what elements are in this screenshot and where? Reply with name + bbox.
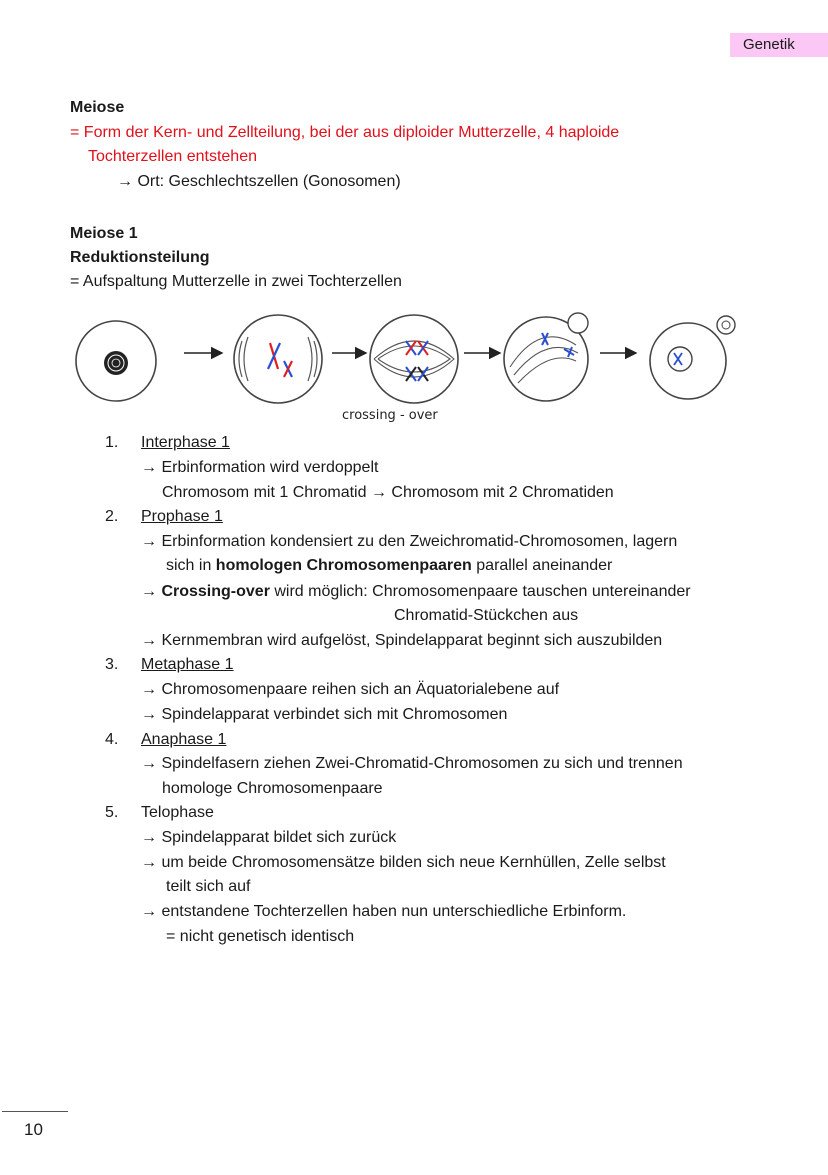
phase2-line2-post: parallel aneinander (471, 557, 613, 574)
prophase-cell (234, 315, 322, 403)
phase1-line2: Chromosom mit 1 Chromatid → Chromosom mit 2 Chromatiden (162, 484, 614, 501)
phase4-number: 4. (105, 731, 119, 748)
section-tag: Genetik (730, 33, 828, 57)
interphase-cell (76, 321, 156, 401)
phase3-number: 3. (105, 656, 119, 673)
metaphase-cell (370, 315, 458, 403)
anaphase-cell (504, 313, 588, 401)
phase4-name: Anaphase 1 (141, 731, 227, 748)
meiose-definition-line1: = Form der Kern- und Zellteilung, bei der aus diploider Mutterzelle, 4 haploide (70, 124, 620, 141)
phase4-line2: homologe Chromosomenpaare (162, 780, 383, 797)
meiosis-illustration (70, 305, 760, 430)
phase3-line1: → Chromosomenpaare reihen sich an Äquatorialebene auf (141, 681, 560, 698)
phase5-line1: → Spindelapparat bildet sich zurück (141, 829, 397, 846)
phase2-line1: → Erbinformation kondensiert zu den Zweichromatid-Chromosomen, lagern (141, 533, 678, 550)
phase2-line3-post: wird möglich: Chromosomenpaare tauschen untereinander (269, 583, 691, 600)
meiose-definition-line2: Tochterzellen entstehen (88, 148, 257, 165)
phase2-line2-pre: sich in (166, 557, 216, 574)
phase1-line1: → Erbinformation wird verdoppelt (141, 459, 379, 476)
phase2-line2-bold: homologen Chromosomenpaaren (215, 557, 472, 574)
meiose-location: → Ort: Geschlechtszellen (Gonosomen) (117, 173, 401, 190)
phase1-name: Interphase 1 (141, 434, 230, 451)
page-number: 10 (24, 1120, 43, 1139)
phase5-line3: teilt sich auf (166, 878, 251, 895)
meiose1-subtitle: Reduktionsteilung (70, 249, 210, 266)
phase2-number: 2. (105, 508, 119, 525)
phase5-number: 5. (105, 804, 119, 821)
telophase-cell (650, 316, 735, 399)
phase1-number: 1. (105, 434, 119, 451)
meiose1-definition: = Aufspaltung Mutterzelle in zwei Tochterzellen (70, 273, 402, 290)
phase2-line2 (166, 557, 612, 575)
phase5-line2: → um beide Chromosomensätze bilden sich neue Kernhüllen, Zelle selbst (141, 854, 666, 871)
phase5-name: Telophase (141, 804, 214, 821)
phase2-line5: → Kernmembran wird aufgelöst, Spindelapparat beginnt sich auszubilden (141, 632, 663, 649)
phase2-line4: Chromatid-Stückchen aus (394, 607, 579, 624)
phase2-line3-bold: Crossing-over (161, 583, 270, 600)
meiose1-title: Meiose 1 (70, 225, 138, 242)
phase2-name: Prophase 1 (141, 508, 223, 525)
phase4-line1: → Spindelfasern ziehen Zwei-Chromatid-Chromosomen zu sich und trennen (141, 755, 683, 772)
meiose-title: Meiose (70, 99, 125, 116)
phase2-line3-arrow: → (141, 583, 162, 600)
phase3-line2: → Spindelapparat verbindet sich mit Chromosomen (141, 706, 508, 723)
phase5-line4: → entstandene Tochterzellen haben nun unterschiedliche Erbinform. (141, 903, 627, 920)
phase5-line5: = nicht genetisch identisch (166, 928, 355, 945)
crossing-over-label: crossing - over (342, 408, 438, 423)
phase3-name: Metaphase 1 (141, 656, 234, 673)
footer-divider (2, 1111, 68, 1112)
phase2-line3 (141, 583, 691, 601)
